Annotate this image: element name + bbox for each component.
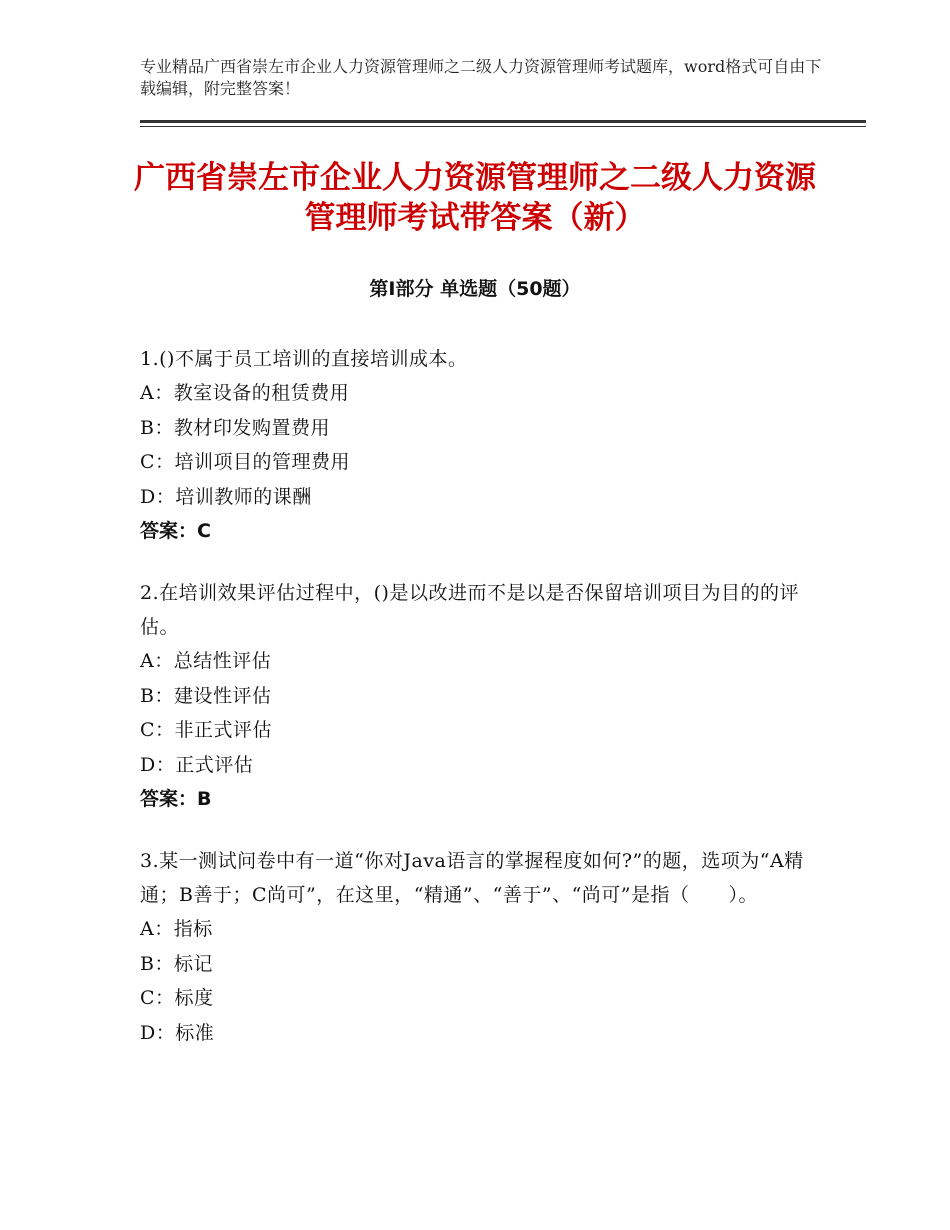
- option-d: D：培训教师的课酬: [140, 485, 312, 508]
- option-b: B：标记: [140, 952, 213, 975]
- option-c: C：标度: [140, 987, 214, 1009]
- question-3: [140, 844, 830, 1050]
- document-title: 广西省崇左市企业人力资源管理师之二级人力资源管理师考试带答案（新）: [134, 160, 816, 236]
- question-2: [140, 576, 830, 816]
- option-d: D：正式评估: [140, 753, 254, 776]
- question-stem: 1.()不属于员工培训的直接培训成本。: [140, 348, 468, 370]
- question-stem: 2.在培训效果评估过程中，()是以改进而不是以是否保留培训项目为目的的评估。: [140, 582, 799, 638]
- option-d: D：标准: [140, 1021, 215, 1044]
- option-a: A：总结性评估: [140, 650, 272, 672]
- option-c: C：非正式评估: [140, 719, 273, 741]
- header-rule-thick: [140, 120, 866, 123]
- header-note: 专业精品广西省崇左市企业人力资源管理师之二级人力资源管理师考试题库，word格式可自由下载编辑，附完整答案！: [140, 57, 822, 98]
- option-a: A：指标: [140, 918, 213, 940]
- question-list: [140, 342, 830, 1078]
- answer-label: 答案：C: [140, 520, 211, 542]
- option-a: A：教室设备的租赁费用: [140, 382, 350, 404]
- header-rule-thin: [140, 126, 866, 127]
- option-b: B：建设性评估: [140, 684, 272, 707]
- question-stem: 3.某一测试问卷中有一道“你对Java语言的掌握程度如何?”的题，选项为“A精通；B善于；C尚可”，在这里，“精通”、“善于”、“尚可”是指（ ）。: [140, 850, 804, 906]
- option-c: C：培训项目的管理费用: [140, 451, 351, 473]
- option-b: B：教材印发购置费用: [140, 416, 330, 439]
- question-1: [140, 342, 830, 548]
- section-heading: 第Ⅰ部分 单选题（50题）: [369, 278, 581, 300]
- answer-label: 答案：B: [140, 788, 212, 810]
